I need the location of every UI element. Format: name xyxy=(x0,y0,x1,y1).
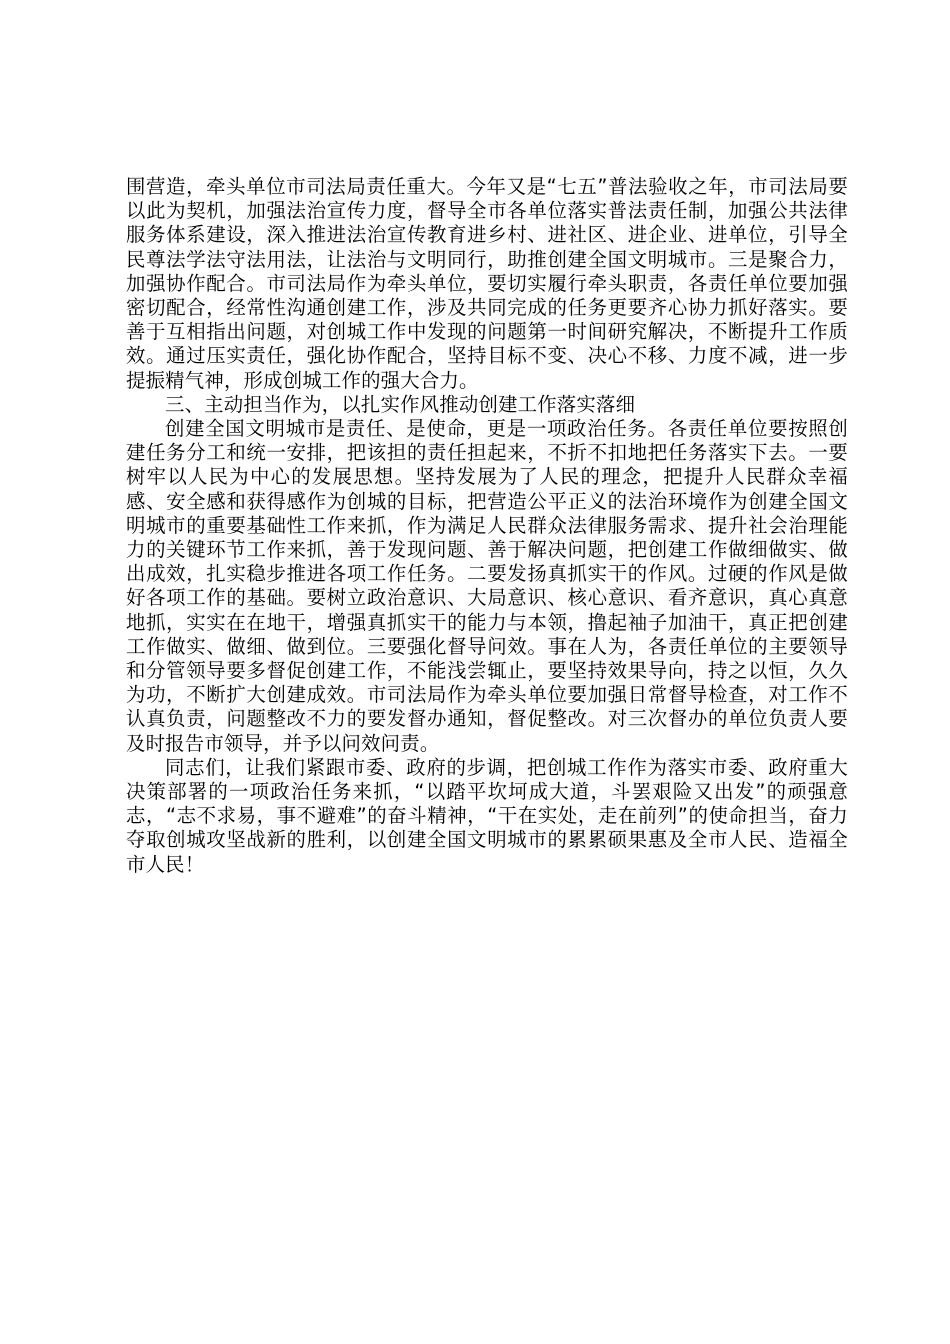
paragraph-create-civilized-city: 创建全国文明城市是责任、是使命，更是一项政治任务。各责任单位要按照创建任务分工和统一安排，把该担的责任担起来，不折不扣地把任务落实下去。一要树牢以人民为中心的发展思想。坚持发展为了人民的理念，把提升人民群众幸福感、安全感和获得感作为创城的目标，把营造公平正义的法治环境作为创建全国文明城市的重要基础性工作来抓，作为满足人民群众法律服务需求、提升社会治理能力的关键环节工作来抓，善于发现问题、善于解决问题，把创建工作做细做实、做出成效，扎实稳步推进各项工作任务。二要发扬真抓实干的作风。过硬的作风是做好各项工作的基础。要树立政治意识、大局意识、核心意识、看齐意识，真心真意地抓，实实在在地干，增强真抓实干的能力与本领，撸起袖子加油干，真正把创建工作做实、做细、做到位。三要强化督导问效。事在人为，各责任单位的主要领导和分管领导要多督促创建工作，不能浅尝辄止，要坚持效果导向，持之以恒，久久为功，不断扩大创建成效。市司法局作为牵头单位要加强日常督导检查，对工作不认真负责，问题整改不力的要发督办通知，督促整改。对三次督办的单位负责人要及时报告市领导，并予以问效问责。 xyxy=(126,417,848,755)
paragraph-responsibility-cooperation: 围营造，牵头单位市司法局责任重大。今年又是“七五”普法验收之年，市司法局要以此为契机，加强法治宣传力度，督导全市各单位落实普法责任制，加强公共法律服务体系建设，深入推进法治宣传教育进乡村、进社区、进企业、进单位，引导全民尊法学法守法用法，让法治与文明同行，助推创建全国文明城市。三是聚合力，加强协作配合。市司法局作为牵头单位，要切实履行牵头职责，各责任单位要加强密切配合，经常性沟通创建工作，涉及共同完成的任务更要齐心协力抓好落实。要善于互相指出问题，对创城工作中发现的问题第一时间研究解决，不断提升工作质效。通过压实责任，强化协作配合，坚持目标不变、决心不移、力度不减，进一步提振精气神，形成创城工作的强大合力。 xyxy=(126,175,848,392)
document-body xyxy=(126,175,848,877)
paragraph-closing-remarks: 同志们，让我们紧跟市委、政府的步调，把创城工作作为落实市委、政府重大决策部署的一项政治任务来抓，“以踏平坎坷成大道，斗罢艰险又出发”的顽强意志，“志不求易，事不避难”的奋斗精神，“干在实处，走在前列”的使命担当，奋力夺取创城攻坚战新的胜利，以创建全国文明城市的累累硕果惠及全市人民、造福全市人民！ xyxy=(126,755,848,876)
section-heading-three: 三、主动担当作为，以扎实作风推动创建工作落实落细 xyxy=(165,392,636,416)
